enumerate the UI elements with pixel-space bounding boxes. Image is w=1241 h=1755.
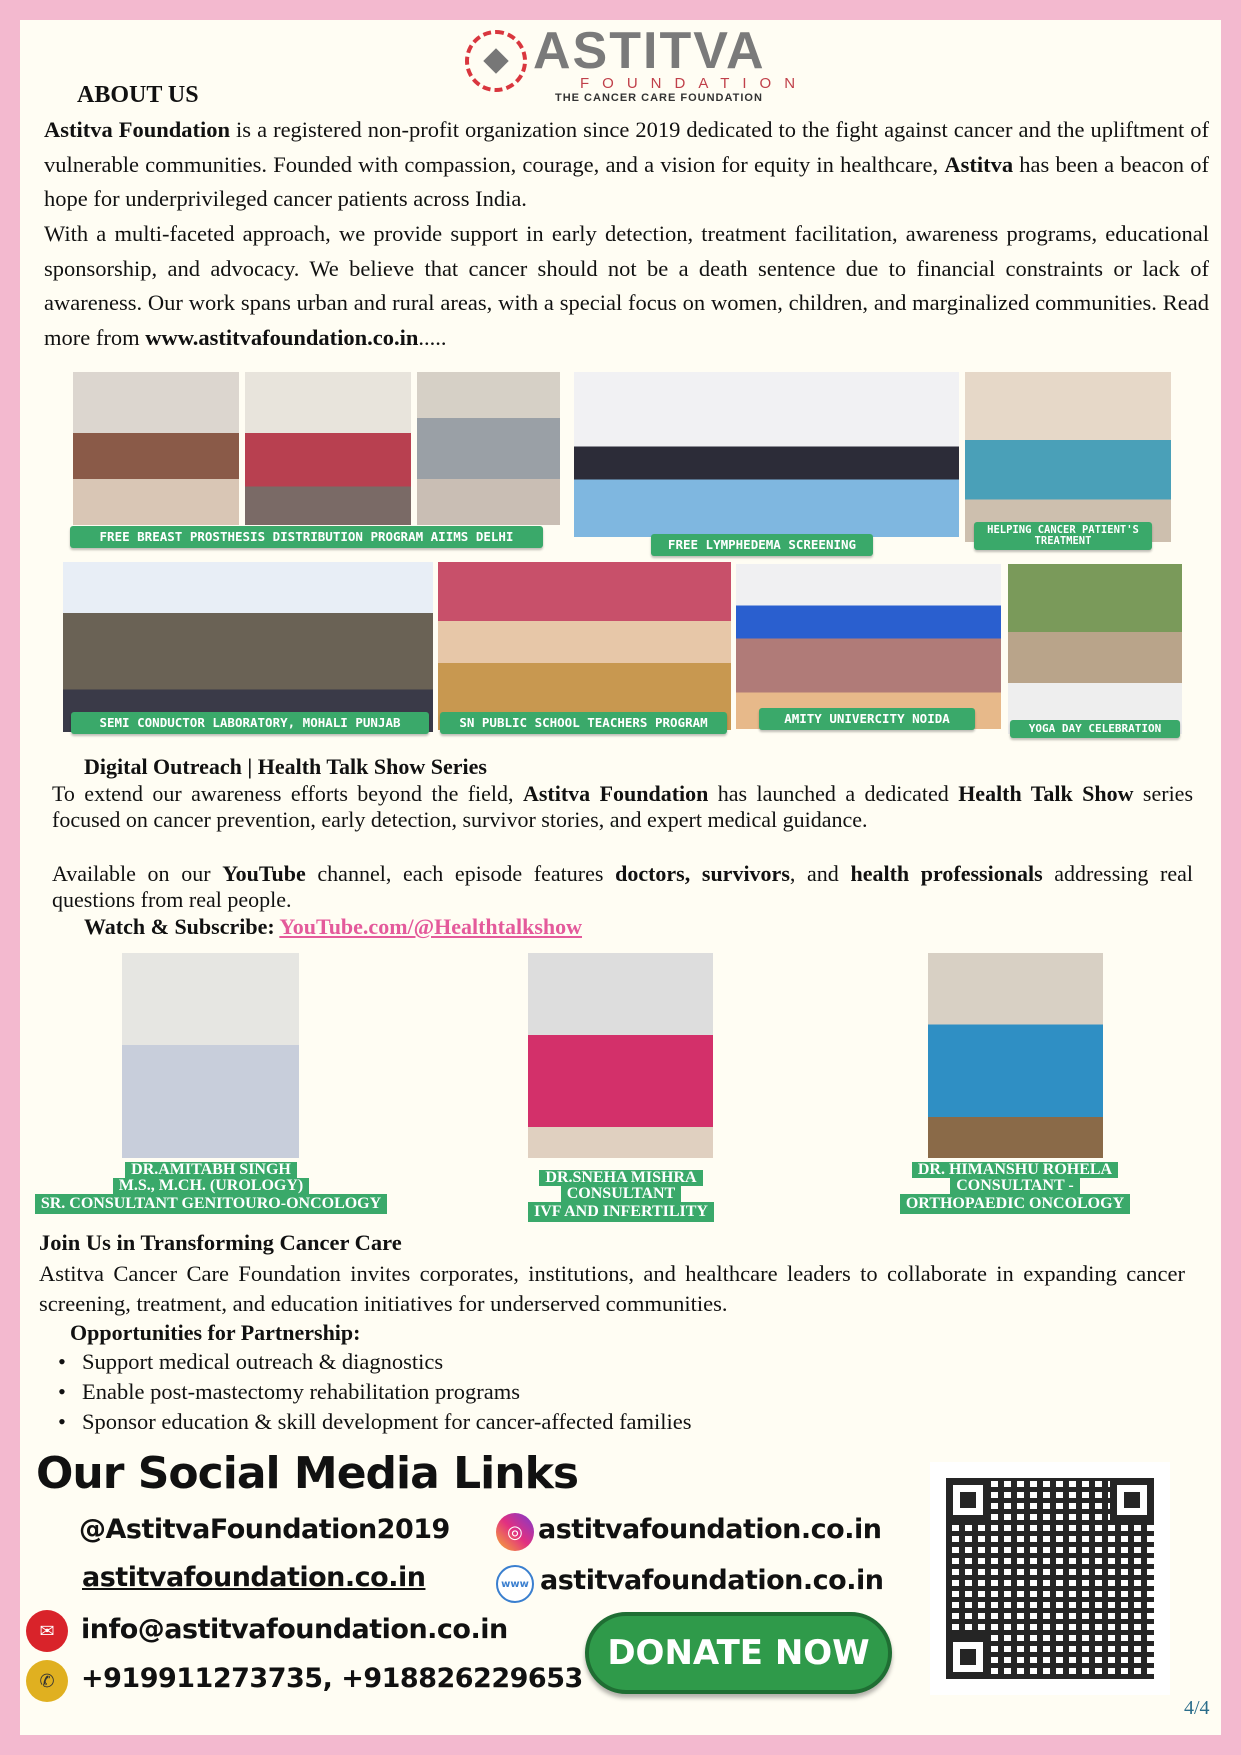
page-number: 4/4 — [1184, 1697, 1210, 1719]
website-link[interactable]: astitvafoundation.co.in — [82, 1562, 426, 1593]
youtube-link[interactable]: YouTube.com/@Healthtalkshow — [279, 914, 583, 939]
text: With a multi-faceted approach, we provide support in early detection, treatment facilitation, awareness programs, educational sponsorship, and advocacy. We believe that cancer should not be a death sentence due to financial constraints or lack of awareness. Our work spans urban and rural areas, with a special focus on women, children, and marginalized communities. Read more from — [44, 221, 1209, 350]
qr-finder — [946, 1635, 990, 1679]
caption-semiconductor: SEMI CONDUCTOR LABORATORY, MOHALI PUNJAB — [71, 712, 429, 734]
logo-title: ASTITVA — [533, 22, 766, 80]
qr-pattern — [946, 1478, 1154, 1679]
about-paragraph-1 — [44, 113, 1209, 217]
text: has launched a dedicated — [708, 781, 959, 806]
social-handle[interactable]: @AstitvaFoundation2019 — [79, 1514, 450, 1545]
caption-patient-treatment: HELPING CANCER PATIENT'S TREATMENT — [974, 522, 1152, 550]
logo-tagline: THE CANCER CARE FOUNDATION — [555, 92, 763, 104]
doctor-caption-amitabh: DR.AMITABH SINGH M.S., M.CH. (UROLOGY) SR. CONSULTANT GENITOURO-ONCOLOGY — [20, 1162, 402, 1214]
logo-subtitle: FOUNDATION — [580, 75, 809, 92]
text: Health Talk Show — [958, 781, 1134, 806]
outreach-heading: Digital Outreach | Health Talk Show Series — [84, 754, 487, 779]
text: , and — [789, 861, 851, 886]
text: addressing real questions from real people. — [52, 861, 1194, 912]
instagram-link[interactable]: astitvafoundation.co.in — [538, 1514, 882, 1545]
text: doctors, survivors — [615, 861, 790, 886]
caption-prosthesis: FREE BREAST PROSTHESIS DISTRIBUTION PROGRAM AIIMS DELHI — [70, 526, 543, 548]
text: is a registered non-profit organization since 2019 dedicated to the fight against cancer and the upliftment of vulnerable communities. Founded with compassion, courage, and a vision for equity in healthcare, — [44, 117, 1209, 177]
org-name: Astitva Foundation — [44, 117, 231, 142]
text: ..... — [418, 324, 447, 350]
phone-numbers: +919911273735, +918826229653 — [81, 1663, 583, 1694]
email-icon: ✉ — [26, 1610, 68, 1652]
doctor-caption-himanshu: DR. HIMANSHU ROHELA CONSULTANT - ORTHOPAEDIC ONCOLOGY — [880, 1162, 1150, 1214]
photo-prosthesis-2 — [245, 372, 411, 525]
text: YouTube — [222, 861, 306, 886]
photo-prosthesis-3 — [417, 372, 560, 525]
label: Watch & Subscribe: — [84, 914, 280, 939]
list-item: • Sponsor education & skill development for cancer-affected families — [40, 1407, 692, 1437]
about-heading: ABOUT US — [77, 82, 199, 108]
instagram-icon: ◎ — [496, 1513, 534, 1551]
globe-www-icon: www — [496, 1565, 534, 1603]
text: Astitva Foundation — [522, 781, 709, 806]
web-link[interactable]: astitvafoundation.co.in — [540, 1565, 884, 1596]
outreach-paragraph-1 — [52, 781, 1193, 833]
doctor-photo-amitabh — [122, 953, 299, 1158]
join-paragraph: Astitva Cancer Care Foundation invites corporates, institutions, and healthcare leaders to collaborate in expanding cancer screening, treatment, and education initiatives for underserved communities. — [39, 1261, 1185, 1316]
astitva-logo — [465, 22, 809, 105]
website-link[interactable]: www.astitvafoundation.co.in — [145, 324, 419, 350]
social-heading: Our Social Media Links — [36, 1448, 579, 1499]
qr-finder — [946, 1478, 990, 1522]
photo-yoga-day — [1008, 564, 1182, 734]
org-name: Astitva — [944, 151, 1014, 177]
photo-patient-treatment — [965, 372, 1171, 542]
caption-school-teachers: SN PUBLIC SCHOOL TEACHERS PROGRAM — [440, 712, 727, 734]
qr-finder — [1110, 1478, 1154, 1522]
text: has been a beacon of hope for underprivileged cancer patients across India. — [44, 151, 1209, 211]
photo-lymphedema — [574, 372, 959, 537]
photo-amity-university — [736, 564, 1001, 729]
partnership-heading: Opportunities for Partnership: — [70, 1320, 361, 1345]
text: series focused on cancer prevention, early detection, survivor stories, and expert medical guidance. — [52, 781, 1194, 832]
outreach-paragraph-2 — [52, 861, 1193, 913]
photo-prosthesis-1 — [73, 372, 239, 525]
email-link[interactable]: info@astitvafoundation.co.in — [81, 1614, 508, 1645]
phone-icon: ✆ — [26, 1660, 68, 1702]
caption-yoga: YOGA DAY CELEBRATION — [1010, 720, 1180, 738]
caption-lymphedema: FREE LYMPHEDEMA SCREENING — [651, 534, 873, 556]
logo-emblem-icon — [465, 30, 527, 92]
photo-school-teachers — [438, 562, 731, 730]
doctor-caption-sneha: DR.SNEHA MISHRA CONSULTANT IVF AND INFERTILITY — [490, 1170, 752, 1222]
join-heading: Join Us in Transforming Cancer Care — [39, 1230, 402, 1255]
text: To extend our awareness efforts beyond the field, — [52, 781, 523, 806]
caption-amity: AMITY UNIVERCITY NOIDA — [759, 708, 975, 730]
watch-subscribe — [84, 914, 582, 940]
text: Available on our — [52, 861, 223, 886]
photo-semiconductor-lab — [63, 562, 433, 732]
list-item: • Support medical outreach & diagnostics — [40, 1347, 692, 1377]
doctor-photo-sneha — [528, 953, 713, 1158]
text: channel, each episode features — [305, 861, 616, 886]
about-paragraph-2 — [44, 217, 1209, 355]
donate-now-button[interactable]: DONATE NOW — [585, 1612, 892, 1694]
text: health professionals — [850, 861, 1043, 886]
list-item: • Enable post-mastectomy rehabilitation programs — [40, 1377, 692, 1407]
doctor-photo-himanshu — [928, 953, 1103, 1158]
partnership-list — [40, 1347, 692, 1437]
qr-code[interactable] — [930, 1462, 1170, 1695]
